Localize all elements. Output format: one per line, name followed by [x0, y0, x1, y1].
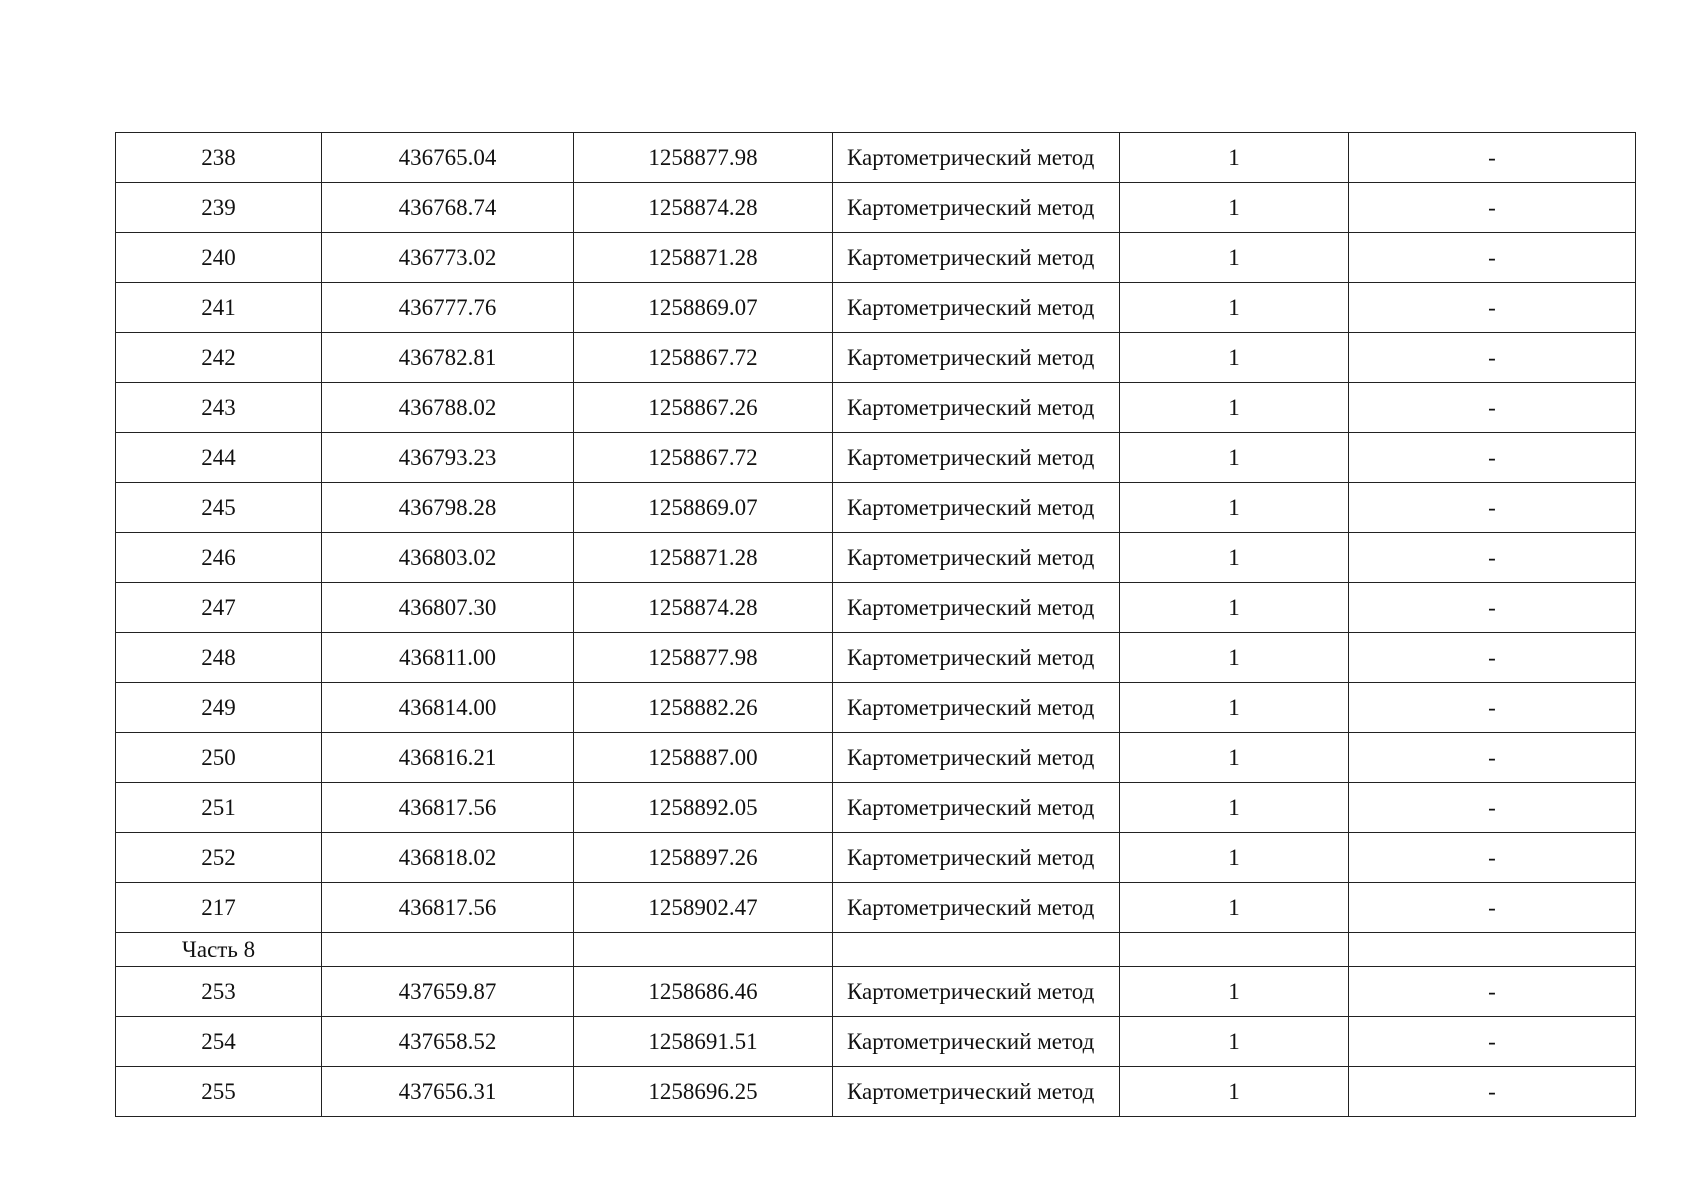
- y-coordinate-cell: 1258691.51: [574, 1017, 833, 1067]
- point-number-cell: 250: [116, 733, 322, 783]
- y-coordinate-cell: 1258869.07: [574, 283, 833, 333]
- accuracy-cell: 1: [1120, 283, 1349, 333]
- empty-cell: [1349, 933, 1636, 967]
- note-cell: -: [1349, 883, 1636, 933]
- x-coordinate-cell: 436773.02: [322, 233, 574, 283]
- x-coordinate-cell: 436768.74: [322, 183, 574, 233]
- table-row: [116, 883, 1636, 933]
- x-coordinate-cell: 436793.23: [322, 433, 574, 483]
- accuracy-cell: 1: [1120, 733, 1349, 783]
- x-coordinate-cell: 436817.56: [322, 783, 574, 833]
- point-number-cell: 255: [116, 1067, 322, 1117]
- method-cell: Картометрический метод: [833, 1017, 1120, 1067]
- x-coordinate-cell: 436811.00: [322, 633, 574, 683]
- note-cell: -: [1349, 533, 1636, 583]
- coordinates-table: [115, 132, 1636, 1117]
- y-coordinate-cell: 1258867.26: [574, 383, 833, 433]
- accuracy-cell: 1: [1120, 967, 1349, 1017]
- table-row: [116, 433, 1636, 483]
- table-row: [116, 967, 1636, 1017]
- table-row: [116, 783, 1636, 833]
- accuracy-cell: 1: [1120, 483, 1349, 533]
- x-coordinate-cell: 436817.56: [322, 883, 574, 933]
- y-coordinate-cell: 1258871.28: [574, 233, 833, 283]
- y-coordinate-cell: 1258696.25: [574, 1067, 833, 1117]
- y-coordinate-cell: 1258874.28: [574, 183, 833, 233]
- point-number-cell: 238: [116, 133, 322, 183]
- method-cell: Картометрический метод: [833, 233, 1120, 283]
- empty-cell: [1120, 933, 1349, 967]
- method-cell: Картометрический метод: [833, 433, 1120, 483]
- x-coordinate-cell: 436814.00: [322, 683, 574, 733]
- accuracy-cell: 1: [1120, 233, 1349, 283]
- accuracy-cell: 1: [1120, 433, 1349, 483]
- x-coordinate-cell: 436788.02: [322, 383, 574, 433]
- method-cell: Картометрический метод: [833, 833, 1120, 883]
- y-coordinate-cell: 1258867.72: [574, 333, 833, 383]
- note-cell: -: [1349, 1067, 1636, 1117]
- y-coordinate-cell: 1258877.98: [574, 633, 833, 683]
- table-row: [116, 833, 1636, 883]
- x-coordinate-cell: 436777.76: [322, 283, 574, 333]
- point-number-cell: 253: [116, 967, 322, 1017]
- coordinates-table-body: [116, 133, 1636, 1117]
- note-cell: -: [1349, 733, 1636, 783]
- point-number-cell: 254: [116, 1017, 322, 1067]
- section-label: Часть 8: [116, 933, 322, 967]
- method-cell: Картометрический метод: [833, 183, 1120, 233]
- method-cell: Картометрический метод: [833, 383, 1120, 433]
- x-coordinate-cell: 436798.28: [322, 483, 574, 533]
- y-coordinate-cell: 1258869.07: [574, 483, 833, 533]
- x-coordinate-cell: 436818.02: [322, 833, 574, 883]
- note-cell: -: [1349, 967, 1636, 1017]
- accuracy-cell: 1: [1120, 383, 1349, 433]
- y-coordinate-cell: 1258882.26: [574, 683, 833, 733]
- accuracy-cell: 1: [1120, 883, 1349, 933]
- accuracy-cell: 1: [1120, 683, 1349, 733]
- accuracy-cell: 1: [1120, 333, 1349, 383]
- method-cell: Картометрический метод: [833, 883, 1120, 933]
- y-coordinate-cell: 1258892.05: [574, 783, 833, 833]
- table-row: [116, 183, 1636, 233]
- empty-cell: [833, 933, 1120, 967]
- method-cell: Картометрический метод: [833, 967, 1120, 1017]
- point-number-cell: 244: [116, 433, 322, 483]
- point-number-cell: 241: [116, 283, 322, 333]
- point-number-cell: 243: [116, 383, 322, 433]
- note-cell: -: [1349, 133, 1636, 183]
- empty-cell: [574, 933, 833, 967]
- note-cell: -: [1349, 683, 1636, 733]
- table-row: [116, 583, 1636, 633]
- point-number-cell: 249: [116, 683, 322, 733]
- point-number-cell: 242: [116, 333, 322, 383]
- table-row: [116, 333, 1636, 383]
- table-row: [116, 1017, 1636, 1067]
- table-row: [116, 733, 1636, 783]
- method-cell: Картометрический метод: [833, 783, 1120, 833]
- note-cell: -: [1349, 833, 1636, 883]
- method-cell: Картометрический метод: [833, 633, 1120, 683]
- x-coordinate-cell: 436816.21: [322, 733, 574, 783]
- method-cell: Картометрический метод: [833, 333, 1120, 383]
- accuracy-cell: 1: [1120, 583, 1349, 633]
- x-coordinate-cell: 437656.31: [322, 1067, 574, 1117]
- x-coordinate-cell: 436803.02: [322, 533, 574, 583]
- table-row: [116, 633, 1636, 683]
- table-row: [116, 533, 1636, 583]
- point-number-cell: 217: [116, 883, 322, 933]
- note-cell: -: [1349, 383, 1636, 433]
- note-cell: -: [1349, 633, 1636, 683]
- accuracy-cell: 1: [1120, 183, 1349, 233]
- y-coordinate-cell: 1258887.00: [574, 733, 833, 783]
- point-number-cell: 248: [116, 633, 322, 683]
- y-coordinate-cell: 1258874.28: [574, 583, 833, 633]
- method-cell: Картометрический метод: [833, 1067, 1120, 1117]
- accuracy-cell: 1: [1120, 133, 1349, 183]
- point-number-cell: 245: [116, 483, 322, 533]
- y-coordinate-cell: 1258686.46: [574, 967, 833, 1017]
- accuracy-cell: 1: [1120, 533, 1349, 583]
- section-row: [116, 933, 1636, 967]
- note-cell: -: [1349, 483, 1636, 533]
- x-coordinate-cell: 436765.04: [322, 133, 574, 183]
- point-number-cell: 239: [116, 183, 322, 233]
- method-cell: Картометрический метод: [833, 133, 1120, 183]
- y-coordinate-cell: 1258902.47: [574, 883, 833, 933]
- point-number-cell: 246: [116, 533, 322, 583]
- table-row: [116, 383, 1636, 433]
- y-coordinate-cell: 1258867.72: [574, 433, 833, 483]
- x-coordinate-cell: 437658.52: [322, 1017, 574, 1067]
- point-number-cell: 247: [116, 583, 322, 633]
- empty-cell: [322, 933, 574, 967]
- x-coordinate-cell: 437659.87: [322, 967, 574, 1017]
- x-coordinate-cell: 436807.30: [322, 583, 574, 633]
- x-coordinate-cell: 436782.81: [322, 333, 574, 383]
- note-cell: -: [1349, 283, 1636, 333]
- point-number-cell: 251: [116, 783, 322, 833]
- table-row: [116, 483, 1636, 533]
- method-cell: Картометрический метод: [833, 533, 1120, 583]
- point-number-cell: 252: [116, 833, 322, 883]
- method-cell: Картометрический метод: [833, 483, 1120, 533]
- note-cell: -: [1349, 583, 1636, 633]
- accuracy-cell: 1: [1120, 1017, 1349, 1067]
- accuracy-cell: 1: [1120, 783, 1349, 833]
- accuracy-cell: 1: [1120, 633, 1349, 683]
- table-row: [116, 1067, 1636, 1117]
- note-cell: -: [1349, 1017, 1636, 1067]
- note-cell: -: [1349, 783, 1636, 833]
- y-coordinate-cell: 1258877.98: [574, 133, 833, 183]
- method-cell: Картометрический метод: [833, 733, 1120, 783]
- accuracy-cell: 1: [1120, 833, 1349, 883]
- table-row: [116, 133, 1636, 183]
- note-cell: -: [1349, 183, 1636, 233]
- accuracy-cell: 1: [1120, 1067, 1349, 1117]
- note-cell: -: [1349, 433, 1636, 483]
- method-cell: Картометрический метод: [833, 283, 1120, 333]
- method-cell: Картометрический метод: [833, 583, 1120, 633]
- note-cell: -: [1349, 333, 1636, 383]
- note-cell: -: [1349, 233, 1636, 283]
- table-row: [116, 683, 1636, 733]
- point-number-cell: 240: [116, 233, 322, 283]
- method-cell: Картометрический метод: [833, 683, 1120, 733]
- y-coordinate-cell: 1258871.28: [574, 533, 833, 583]
- table-row: [116, 233, 1636, 283]
- y-coordinate-cell: 1258897.26: [574, 833, 833, 883]
- table-row: [116, 283, 1636, 333]
